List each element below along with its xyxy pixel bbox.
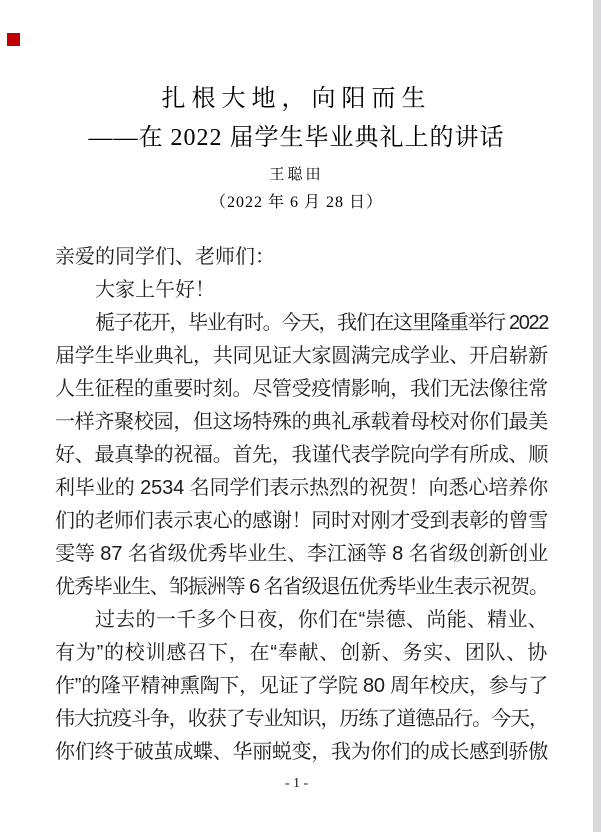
body-line: 雯等 87 名省级优秀毕业生、李江涵等 8 名省级创新创业 <box>55 543 548 565</box>
body-line: 你们终于破茧成蝶、华丽蜕变，我为你们的成长感到骄傲 <box>55 741 548 763</box>
body-line: 过去的一千多个日夜，你们在“崇德、尚能、精业、 <box>95 609 548 631</box>
body-line: 栀子花开，毕业有时。今天，我们在这里隆重举行 2022 <box>95 312 548 334</box>
document-header <box>0 0 593 213</box>
page-edge <box>593 0 601 832</box>
body-line: 人生征程的重要时刻。尽管受疫情影响，我们无法像往常 <box>55 378 548 400</box>
body-line: 一样齐聚校园，但这场特殊的典礼承载着母校对你们最美 <box>55 411 548 433</box>
body-line: 利毕业的 2534 名同学们表示热烈的祝贺！向悉心培养你 <box>55 477 548 499</box>
body-line: 好、最真挚的祝福。首先，我谨代表学院向学有所成、顺 <box>55 444 548 466</box>
page-number: - 1 - <box>284 776 309 791</box>
body-line: 优秀毕业生、邹振洲等 6 名省级退伍优秀毕业生表示祝贺。 <box>55 576 548 598</box>
document-date: （2022 年 6 月 28 日） <box>209 194 383 211</box>
body-line: 伟大抗疫斗争，收获了专业知识，历练了道德品行。今天， <box>55 708 548 730</box>
body-line: 大家上午好！ <box>95 279 215 301</box>
body-line: 亲爱的同学们、老师们： <box>55 246 275 268</box>
body-text <box>55 241 548 769</box>
body-line: 届学生毕业典礼，共同见证大家圆满完成学业、开启崭新 <box>55 345 548 367</box>
document-title: 扎根大地，向阳而生 <box>161 86 432 112</box>
body-line: 作”的隆平精神熏陶下，见证了学院 80 周年校庆，参与了 <box>55 675 548 697</box>
body-line: 们的老师们表示衷心的感谢！同时对刚才受到表彰的曾雪 <box>55 510 548 532</box>
document-subtitle: ——在 2022 届学生毕业典礼上的讲话 <box>88 125 505 151</box>
document-author: 王聪田 <box>269 167 324 183</box>
body-line: 有为”的校训感召下，在“奉献、创新、务实、团队、协 <box>55 642 548 664</box>
